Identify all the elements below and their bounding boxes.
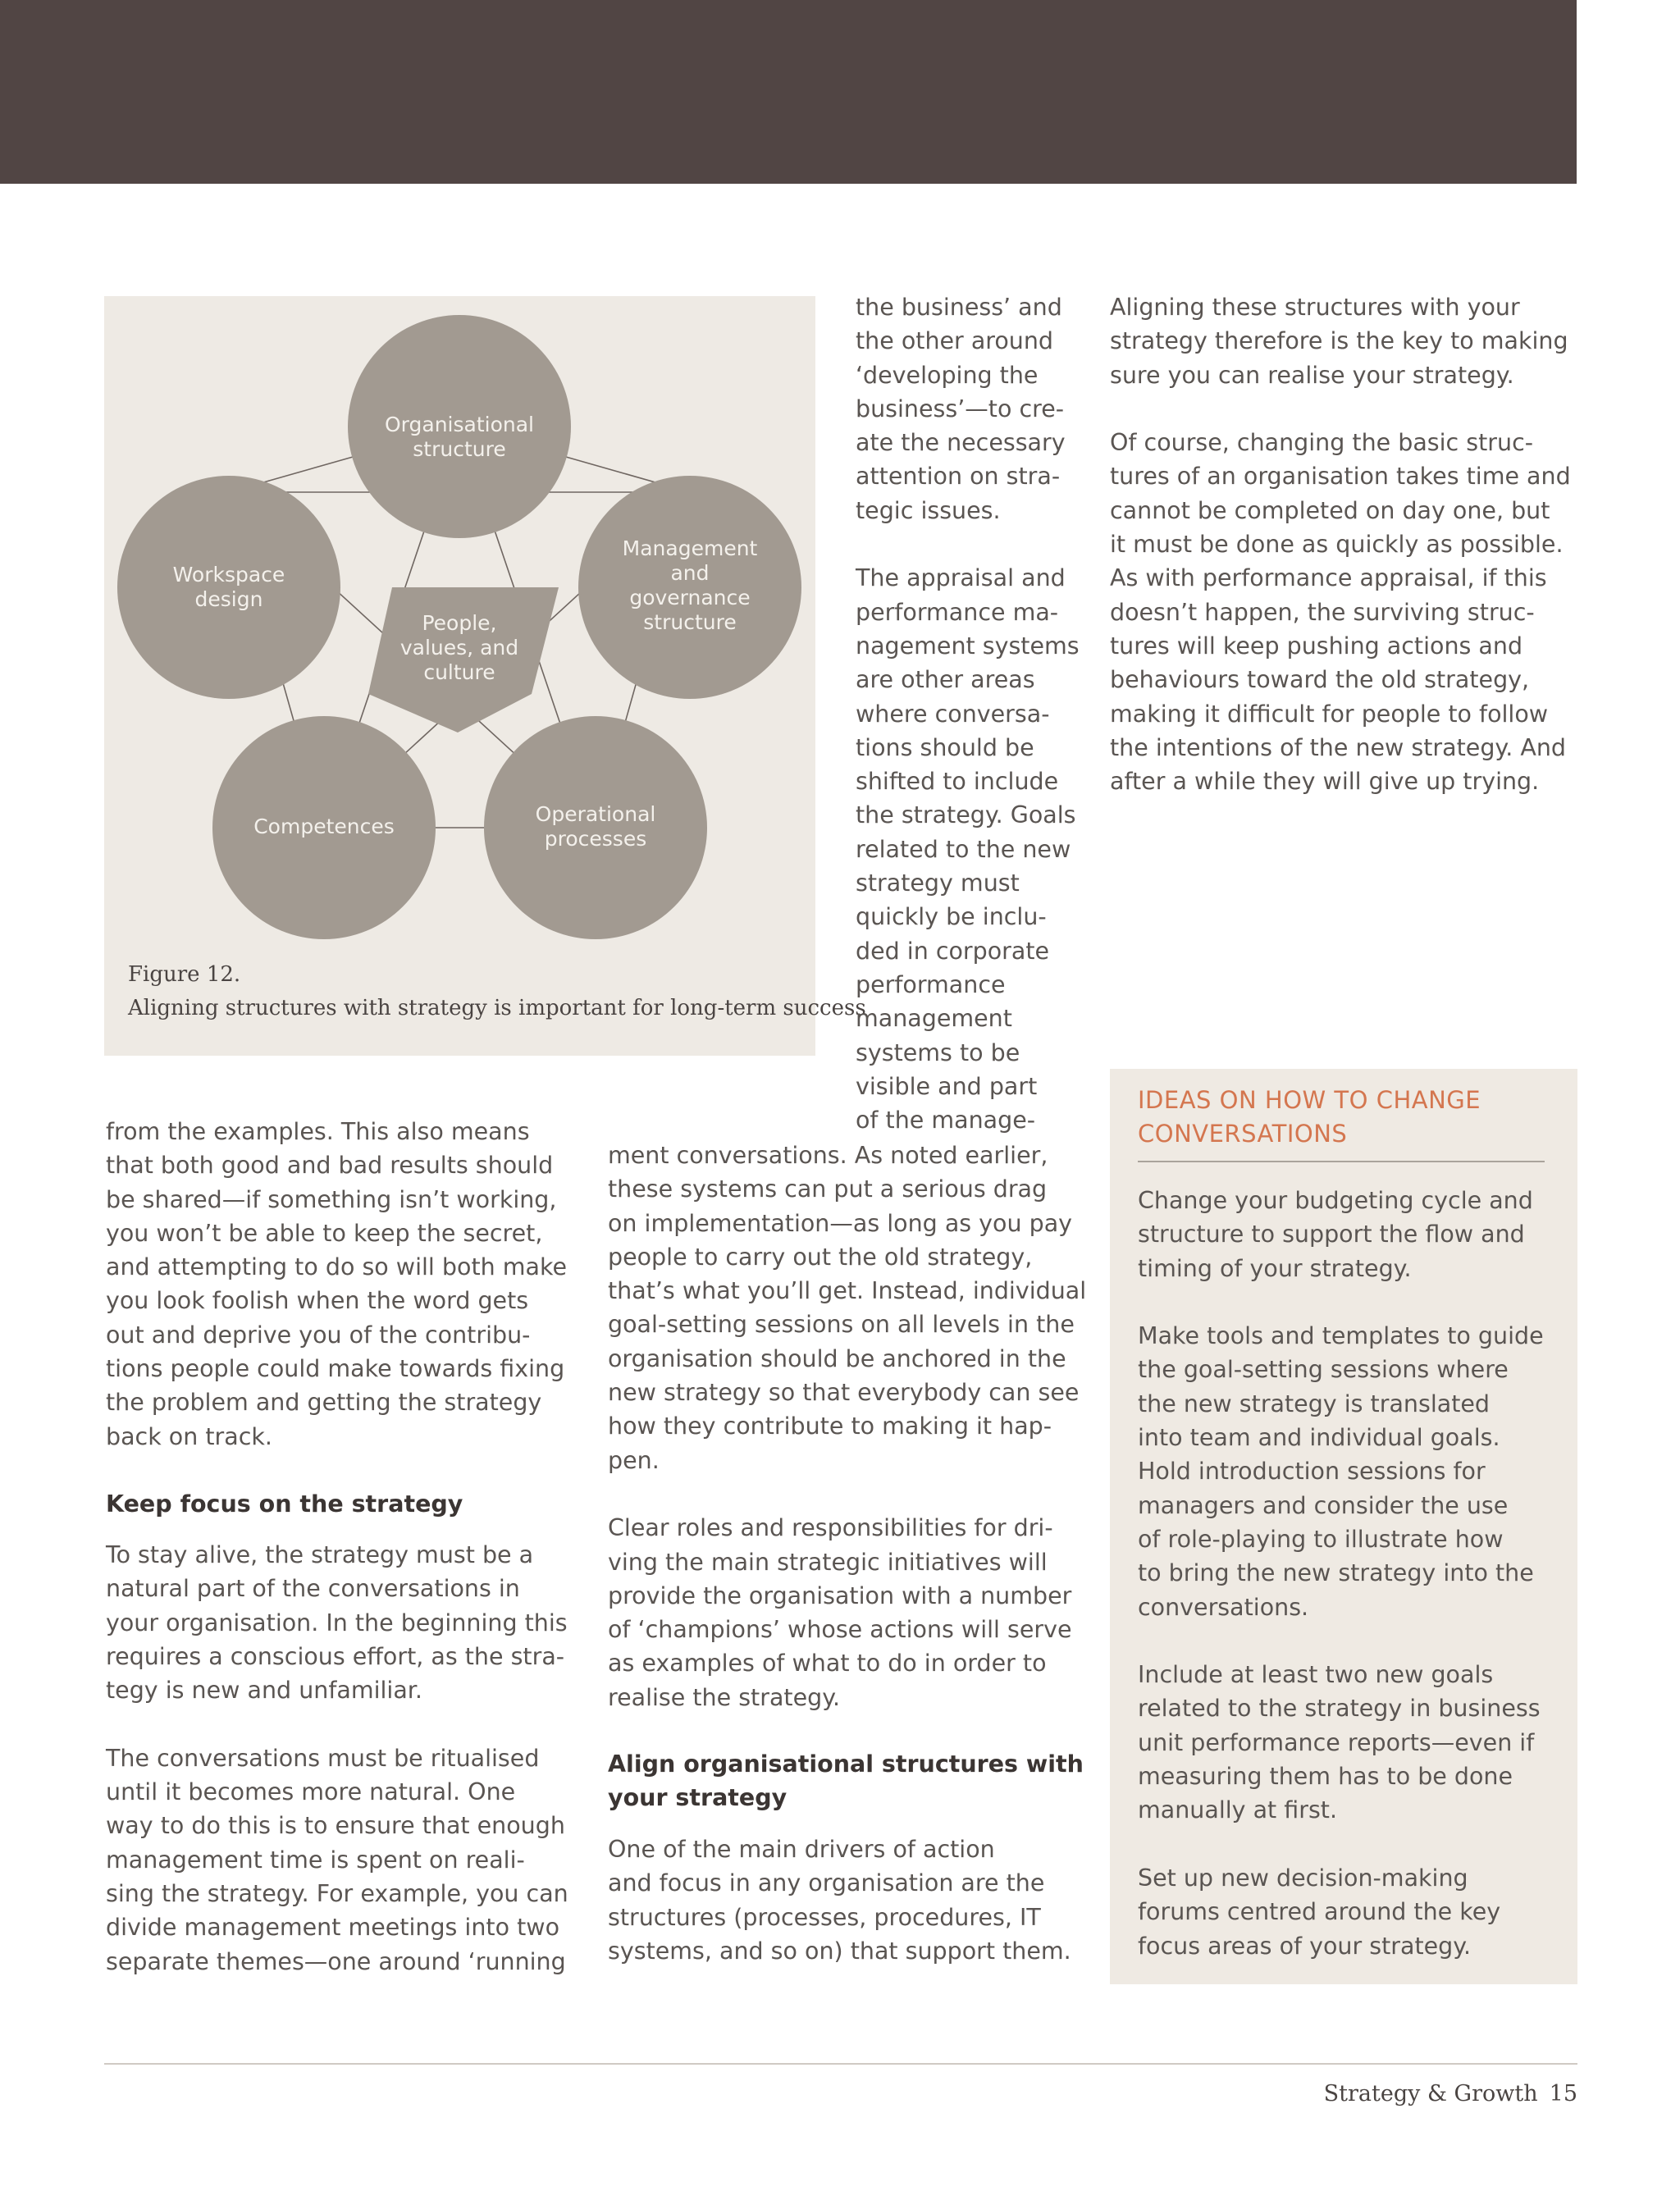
sidebar-divider <box>1138 1161 1545 1162</box>
paragraph: Aligning these structures with your strategy therefore is the key to making sure you can realise your strategy. <box>1110 294 1568 389</box>
right-column <box>1110 290 1571 798</box>
heading-keep-focus: Keep focus on the strategy <box>106 1490 463 1518</box>
header-band <box>0 0 1577 184</box>
heading-align-structures: Align organisational structures with your strategy <box>608 1750 1084 1812</box>
sidebar-idea: Set up new decision-making forums centred around the key focus areas of your strategy. <box>1138 1864 1501 1960</box>
figure-12 <box>104 296 866 1056</box>
figure-caption <box>128 958 866 1025</box>
middle-column-end <box>608 1833 1071 1968</box>
ideas-sidebar <box>1110 1069 1577 1984</box>
paragraph: ment conversations. As noted earlier, these systems can put a serious drag on implementation—as long as you pay people to carry out the old strategy, that’s what you’ll get. Instead, individual goal-setting sessions on all levels in the organisation should be anchored in the new strategy so that everybody can see how they contribute to making it hap- pen. <box>608 1142 1087 1474</box>
caption-number: Figure 12. <box>128 962 241 987</box>
label-management-governance: Management and governance structure <box>622 536 758 634</box>
paragraph: To stay alive, the strategy must be a natural part of the conversations in your organisation. In the beginning this requires a conscious effort, as the stra- tegy is new and unfamiliar. <box>106 1541 568 1705</box>
sidebar-idea: Include at least two new goals related to the strategy in business unit performance reports—even if measuring them has to be done manually at first. <box>1138 1661 1541 1824</box>
paragraph: Of course, changing the basic struc- tures of an organisation takes time and cannot be completed on day one, but it must be done as quickly as possible. As with performance appraisal, if this doesn’t happen, the surviving struc- tures will keep pushing actions and behaviours toward the old strategy, making it difficult for people to follow the intentions of the new strategy. And after a while they will give up trying. <box>1110 429 1571 796</box>
paragraph: the business’ and the other around ‘developing the business’—to cre- ate the necessary attention on stra- tegic issues. <box>856 294 1066 524</box>
label-organisational-structure: Organisational structure <box>385 413 534 461</box>
sidebar-idea: Make tools and templates to guide the goal-setting sessions where the new strategy is translated into team and individual goals. Hold introduction sessions for managers and consider the use of role-playing to illustrate how to bring the new strategy into the conversations. <box>1138 1322 1544 1621</box>
paragraph: The conversations must be ritualised until it becomes more natural. One way to do this is to ensure that enough management time is spent on reali- sing the strategy. For example, you can divide management meetings into two separate themes—one around ‘running <box>106 1744 568 1975</box>
label-operational-processes: Operational processes <box>535 802 656 851</box>
label-workspace-design: Workspace design <box>172 563 285 611</box>
label-people-values-culture: People, values, and culture <box>399 611 519 684</box>
paragraph: from the examples. This also means that both good and bad results should be shared—if something isn’t working, you won’t be able to keep the secret, and attempting to do so will both make you look foolish when the word gets out and deprive you of the contribu- tions people could make towards fixing the problem and getting the strategy back on track. <box>106 1118 567 1450</box>
caption-text: Aligning structures with strategy is important for long-term success <box>128 996 866 1020</box>
page-footer <box>1324 2081 1577 2106</box>
sidebar-title: IDEAS ON HOW TO CHANGE CONVERSATIONS <box>1138 1086 1481 1148</box>
middle-column-narrow <box>856 290 1080 1137</box>
publication-title: Strategy & Growth <box>1323 2081 1538 2106</box>
label-competences: Competences <box>253 815 395 838</box>
left-column <box>106 1115 567 1454</box>
sidebar-idea: Change your budgeting cycle and structure to support the flow and timing of your strategy. <box>1138 1187 1533 1282</box>
middle-column-wide <box>608 1139 1086 1714</box>
paragraph: One of the main drivers of action and focus in any organisation are the structures (processes, procedures, IT systems, and so on) that support them. <box>608 1836 1071 1965</box>
footer-rule <box>104 2063 1577 2065</box>
paragraph: Clear roles and responsibilities for dri- ving the main strategic initiatives will provide the organisation with a number of ‘champions’ whose actions will serve as examples of what to do in order to realise the strategy. <box>608 1514 1072 1711</box>
page-number: 15 <box>1549 2081 1577 2106</box>
sidebar-body <box>1138 1184 1544 1963</box>
paragraph: The appraisal and performance ma- nagement systems are other areas where conversa- tions should be shifted to include the strategy. Goals related to the new strategy must quickly be inclu- ded in corporate performance management systems to be visible and part of the manage- <box>856 564 1080 1134</box>
left-column-cont <box>106 1538 568 1979</box>
